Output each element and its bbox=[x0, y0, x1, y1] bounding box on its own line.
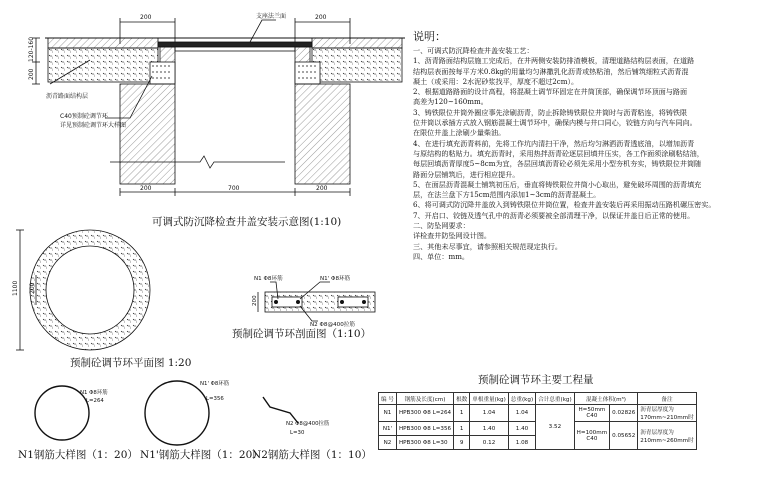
dim-top-right: 200 bbox=[315, 14, 327, 21]
cell-unit: 1.40 bbox=[470, 422, 509, 436]
cell-count: 9 bbox=[454, 436, 470, 450]
note-line: 三、其他未尽事宜，请参照相关规范现定执行。 bbox=[413, 241, 562, 251]
ring-label-2: 详见预制砼调节环大样图 bbox=[60, 122, 127, 129]
th-spec: 钢筋及长度(cm) bbox=[396, 393, 453, 405]
cell-remark: 沥青层厚度为 170mm~210mm时 bbox=[638, 405, 696, 422]
ring-section-title: 预制砼调节环剖面图（1:10） bbox=[232, 328, 372, 340]
ring-section-dim: 200 bbox=[252, 295, 258, 306]
dim-bottom-left: 200 bbox=[140, 185, 152, 192]
plan-drawing bbox=[16, 230, 150, 350]
note-line: 与原结构的粘贴力。填充沥青时，采用热拌沥青砼逐层回填井压实，各工作面须涂刷粘结油， bbox=[413, 148, 704, 158]
cell-id: N1 bbox=[379, 405, 397, 422]
quantity-table bbox=[378, 392, 697, 450]
note-line: 四、单位：mm。 bbox=[413, 251, 470, 261]
dim-height-2: 200 bbox=[28, 68, 35, 80]
th-unit: 单根重量(kg) bbox=[470, 393, 509, 405]
detail-n1p-length: L=356 bbox=[206, 396, 224, 402]
cell-conc-h: H=50mm C40 bbox=[574, 405, 609, 422]
cell-sum: 3.52 bbox=[536, 405, 575, 450]
dim-bottom-mid: 700 bbox=[228, 185, 240, 192]
th-count: 根数 bbox=[454, 393, 470, 405]
table-row bbox=[379, 405, 697, 422]
th-conc: 混凝土体积(m³) bbox=[574, 393, 638, 405]
note-line: 一、可调式防沉降检查井盖安装工艺： bbox=[413, 46, 534, 55]
note-line: 二、防坠网要求： bbox=[413, 221, 470, 231]
table-header-row bbox=[379, 393, 697, 405]
note-line: 凝土（或采用：2水泥砂浆找平，厚度不超过2cm）。 bbox=[413, 76, 579, 86]
cell-id: N2 bbox=[379, 436, 397, 450]
cell-id: N1' bbox=[379, 422, 397, 436]
cell-conc-vol: 0.02826 bbox=[610, 405, 638, 422]
cell-count: 1 bbox=[454, 422, 470, 436]
section-drawing bbox=[32, 18, 405, 196]
dim-top-left: 200 bbox=[140, 14, 152, 21]
note-line: 5、在面层沥青混凝土铺筑初压后，垂直将铸铁限位井筒小心取出，避免破坏周围的沥青填充 bbox=[413, 179, 702, 189]
plan-dim-outer: 1100 bbox=[12, 280, 19, 296]
table-title: 预制砼调节环主要工程量 bbox=[478, 374, 594, 386]
ring-section-drawing bbox=[258, 282, 375, 321]
note-line: 4、在进行填充沥青料前，先将工作坑内清扫干净，然后均匀淋洒沥青透底油，以增加沥青 bbox=[413, 138, 695, 148]
dim-height-1: 120-160 bbox=[28, 36, 35, 62]
section-title: 可调式防沉降检查井盖安装示意图(1:10) bbox=[152, 216, 342, 228]
cell-spec: HPB300 Φ8 L=356 bbox=[396, 422, 453, 436]
detail-n2-label: N2 Φ8@400拉筋 bbox=[286, 421, 330, 427]
road-layer-label: 沥青路面结构层 bbox=[46, 93, 89, 100]
ring-section-n2: N2 Φ8@400拉筋 bbox=[310, 322, 355, 328]
detail-n1p-label: N1' Φ8环筋 bbox=[200, 381, 230, 387]
cell-total: 1.08 bbox=[508, 436, 535, 450]
cell-total: 1.40 bbox=[508, 422, 535, 436]
note-line: 高差为120~160mm。 bbox=[413, 97, 488, 107]
note-line: 2、根据道路路面的设计高程，将混凝土调节环固定在井筒顶部，确保调节环顶面与路面 bbox=[413, 87, 688, 97]
detail-n1-label: N1 Φ8环筋 bbox=[80, 390, 108, 396]
cell-total: 1.04 bbox=[508, 405, 535, 422]
note-line: 每层回填沥青厚度5~8cm为宜，各层回填沥青砼必须先采用小型夯机夯实，铸铁限位井筒随 bbox=[413, 159, 702, 169]
detail-n1p-title: N1'钢筋大样图（1：20） bbox=[140, 449, 263, 461]
note-line: 路面分层铺筑后，进行相应提升。 bbox=[413, 169, 520, 179]
cell-count: 1 bbox=[454, 405, 470, 422]
cell-remark: 沥青层厚度为 210mm~260mm时 bbox=[638, 422, 696, 450]
note-line: 7、开启口、铰链及透气孔中的沥青必须要被全部清理干净，以保证井盖日后正常的使用。 bbox=[413, 210, 695, 220]
cell-spec: HPB300 Φ8 L=264 bbox=[396, 405, 453, 422]
details-drawing bbox=[35, 381, 298, 445]
flange-label: 支座法兰面 bbox=[256, 13, 287, 20]
notes-panel bbox=[413, 30, 753, 262]
dim-bottom-right: 200 bbox=[316, 185, 328, 192]
th-id: 编 号 bbox=[379, 393, 397, 405]
ring-label-1: C40预制砼调节环 bbox=[60, 113, 108, 120]
plan-dim-wall: 200 bbox=[29, 282, 36, 294]
notes-title: 说明： bbox=[413, 30, 446, 43]
plan-title: 预制砼调节环平面图 1:20 bbox=[70, 357, 192, 369]
cell-unit: 0.12 bbox=[470, 436, 509, 450]
detail-n1-length: L=264 bbox=[86, 398, 104, 404]
note-line: 位井筒以承插方式放入钢筋混凝土调节环中，确保内模与井口同心，铰链方向与汽车同向。 bbox=[413, 118, 697, 128]
cell-spec: HPB300 Φ8 L=30 bbox=[396, 436, 453, 450]
note-line: 在限位井盖上涂刷少量柴油。 bbox=[413, 128, 506, 138]
note-line: 6、将可调式防沉降井盖放入到铸铁限位井筒位置，检查井盖安装后再采用振动压路机碾压密实。 bbox=[413, 200, 716, 210]
detail-n1-title: N1钢筋大样图（1：20） bbox=[18, 449, 138, 461]
note-line: 结构层表面按每平方米0.8kg的用量均匀淋撒乳化沥青或热粘油，然后铺筑细粒式沥青混 bbox=[413, 66, 689, 76]
ring-section-n1: N1 Φ8环筋 bbox=[254, 276, 283, 282]
cell-unit: 1.04 bbox=[470, 405, 509, 422]
cell-conc-vol: 0.05652 bbox=[610, 422, 638, 450]
cell-conc-h: H=100mm C40 bbox=[574, 422, 609, 450]
note-line: 1、沥青路面结构层施工完成后，在井两侧安装防排渣模板，清理道路结构层表面，在道路 bbox=[413, 56, 695, 66]
note-line: 详检查井防坠网设计图。 bbox=[413, 231, 492, 241]
note-line: 3、铸铁限位井筒外圈应事先涂刷沥青，防止拆除铸铁限位井筒时与沥青粘连，将铸铁限 bbox=[413, 107, 688, 117]
th-remark: 备注 bbox=[638, 393, 696, 405]
detail-n2-title: N2钢筋大样图（1：10） bbox=[252, 449, 372, 461]
ring-section-n1p: N1' Φ8环筋 bbox=[320, 276, 351, 282]
th-total: 总重(kg) bbox=[508, 393, 535, 405]
note-line: 层，在法兰盘下方15cm范围内添加1~3cm的沥青混凝土。 bbox=[413, 190, 601, 200]
th-sum: 合计总重(kg) bbox=[536, 393, 575, 405]
detail-n2-length: L=30 bbox=[290, 430, 305, 436]
